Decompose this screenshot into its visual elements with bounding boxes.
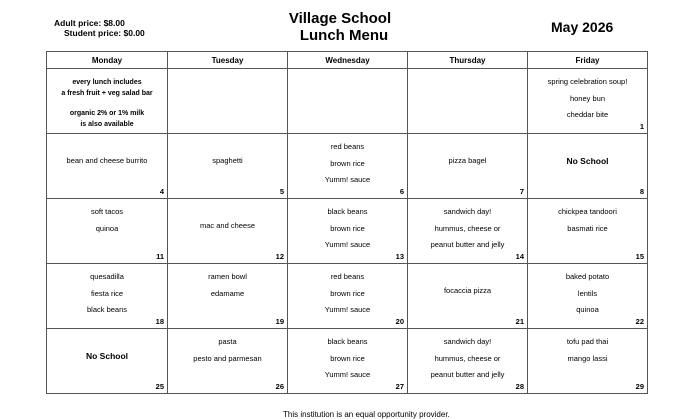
menu-item: black beans bbox=[86, 305, 128, 314]
day-cell bbox=[168, 69, 288, 134]
menu-items bbox=[47, 134, 167, 170]
title-line-1: Village School bbox=[288, 10, 392, 27]
day-number: 12 bbox=[275, 252, 284, 261]
menu-items bbox=[408, 199, 527, 254]
weekday-header-tuesday: Tuesday bbox=[168, 52, 288, 69]
day-cell bbox=[168, 264, 288, 329]
day-number: 26 bbox=[275, 382, 284, 391]
day-cell bbox=[168, 134, 288, 199]
student-price: Student price: $0.00 bbox=[64, 28, 145, 38]
price-info bbox=[54, 18, 145, 38]
footer-note: This institution is an equal opportunity provider. bbox=[283, 410, 450, 419]
menu-items bbox=[288, 69, 407, 74]
day-cell bbox=[288, 264, 408, 329]
menu-item: brown rice bbox=[330, 223, 365, 233]
menu-item: pesto and parmesan bbox=[193, 353, 262, 363]
day-cell bbox=[528, 134, 648, 199]
day-number: 20 bbox=[395, 317, 404, 326]
menu-item: quesadilla bbox=[90, 272, 124, 281]
day-cell bbox=[288, 329, 408, 394]
day-number: 25 bbox=[155, 382, 164, 391]
menu-items bbox=[288, 199, 407, 254]
day-number: 27 bbox=[395, 382, 404, 391]
menu-item: pizza bagel bbox=[448, 156, 487, 165]
menu-items bbox=[408, 264, 527, 300]
menu-item: red beans bbox=[330, 272, 365, 281]
weekday-header-monday: Monday bbox=[47, 52, 168, 69]
menu-items bbox=[168, 134, 287, 170]
day-number: 19 bbox=[275, 317, 284, 326]
week-row bbox=[47, 264, 648, 329]
menu-item: lentils bbox=[577, 288, 598, 298]
menu-item: brown rice bbox=[330, 353, 365, 363]
day-cell bbox=[528, 69, 648, 134]
menu-item: basmati rice bbox=[567, 223, 608, 233]
day-number: 14 bbox=[515, 252, 524, 261]
day-number: 13 bbox=[395, 252, 404, 261]
info-line: is also available bbox=[80, 121, 134, 128]
menu-item: black beans bbox=[327, 337, 368, 346]
weekday-header-friday: Friday bbox=[528, 52, 648, 69]
menu-item: bean and cheese burrito bbox=[66, 156, 148, 165]
day-number: 11 bbox=[156, 252, 164, 261]
menu-item: cheddar bite bbox=[566, 110, 609, 119]
day-cell bbox=[168, 199, 288, 264]
menu-item: soft tacos bbox=[90, 207, 124, 216]
day-cell bbox=[47, 199, 168, 264]
menu-items bbox=[408, 329, 527, 384]
menu-item: tofu pad thai bbox=[566, 337, 609, 346]
menu-item: quinoa bbox=[95, 223, 119, 233]
menu-item: quinoa bbox=[576, 305, 599, 314]
menu-items bbox=[408, 69, 527, 74]
menu-item: black beans bbox=[327, 207, 368, 216]
day-cell bbox=[408, 329, 528, 394]
day-cell bbox=[408, 264, 528, 329]
day-number: 28 bbox=[515, 382, 524, 391]
info-line: organic 2% or 1% milk bbox=[69, 110, 145, 117]
day-number: 15 bbox=[635, 252, 644, 261]
day-cell bbox=[47, 264, 168, 329]
day-number: 21 bbox=[515, 317, 524, 326]
adult-price: Adult price: $8.00 bbox=[54, 18, 125, 28]
menu-item: Yumm! sauce bbox=[324, 175, 371, 184]
menu-item: hummus, cheese or bbox=[434, 223, 501, 233]
day-number: 8 bbox=[639, 187, 644, 196]
menu-items bbox=[47, 264, 167, 319]
menu-item: focaccia pizza bbox=[443, 286, 492, 295]
day-cell bbox=[528, 264, 648, 329]
menu-items bbox=[528, 134, 647, 170]
weekday-header-wednesday: Wednesday bbox=[288, 52, 408, 69]
menu-items bbox=[528, 329, 647, 367]
info-line: every lunch includes bbox=[72, 79, 142, 86]
day-cell bbox=[288, 199, 408, 264]
no-school-label: No School bbox=[566, 156, 609, 166]
menu-item: mango lassi bbox=[567, 353, 608, 363]
menu-items bbox=[47, 329, 167, 365]
month-label: May 2026 bbox=[551, 19, 614, 35]
menu-item: edamame bbox=[210, 288, 245, 298]
day-cell bbox=[528, 199, 648, 264]
menu-items bbox=[408, 134, 527, 170]
day-cell bbox=[408, 199, 528, 264]
menu-item: brown rice bbox=[330, 288, 365, 298]
day-number: 4 bbox=[159, 187, 164, 196]
menu-items bbox=[47, 199, 167, 237]
menu-items bbox=[288, 134, 407, 189]
menu-item: ramen bowl bbox=[208, 272, 247, 281]
week-row bbox=[47, 134, 648, 199]
day-cell bbox=[168, 329, 288, 394]
day-number: 5 bbox=[279, 187, 284, 196]
day-cell bbox=[47, 134, 168, 199]
no-school-label: No School bbox=[85, 351, 129, 361]
day-number: 22 bbox=[635, 317, 644, 326]
menu-items bbox=[288, 329, 407, 384]
menu-item: spaghetti bbox=[212, 156, 243, 165]
menu-item: baked potato bbox=[565, 272, 610, 281]
menu-info-note bbox=[47, 69, 167, 130]
weekday-header-thursday: Thursday bbox=[408, 52, 528, 69]
menu-item: Yumm! sauce bbox=[324, 240, 371, 249]
menu-item: Yumm! sauce bbox=[324, 305, 371, 314]
menu-item: peanut butter and jelly bbox=[430, 370, 505, 379]
week-row bbox=[47, 199, 648, 264]
day-number: 7 bbox=[519, 187, 524, 196]
menu-item: spring celebration soup! bbox=[547, 77, 628, 86]
menu-items bbox=[528, 199, 647, 237]
menu-item: fiesta rice bbox=[90, 288, 124, 298]
day-number: 6 bbox=[399, 187, 404, 196]
day-number: 29 bbox=[635, 382, 644, 391]
menu-items bbox=[528, 264, 647, 319]
menu-items bbox=[288, 264, 407, 319]
menu-item: honey bun bbox=[569, 93, 606, 103]
menu-item: chickpea tandoori bbox=[558, 207, 617, 216]
day-cell bbox=[288, 69, 408, 134]
menu-items bbox=[168, 199, 287, 235]
menu-item: mac and cheese bbox=[199, 221, 256, 230]
menu-item: sandwich day! bbox=[443, 207, 492, 216]
menu-item: Yumm! sauce bbox=[324, 370, 371, 379]
menu-item: pasta bbox=[218, 337, 237, 346]
day-cell bbox=[47, 69, 168, 134]
day-cell bbox=[408, 69, 528, 134]
week-row bbox=[47, 329, 648, 394]
day-number: 1 bbox=[639, 122, 644, 131]
menu-items bbox=[168, 69, 287, 74]
info-line: a fresh fruit + veg salad bar bbox=[61, 90, 153, 97]
day-number: 18 bbox=[155, 317, 164, 326]
day-cell bbox=[408, 134, 528, 199]
menu-items bbox=[168, 329, 287, 367]
menu-item: red beans bbox=[330, 142, 365, 151]
day-cell bbox=[288, 134, 408, 199]
menu-items bbox=[528, 69, 647, 124]
menu-item: brown rice bbox=[330, 158, 365, 168]
menu-title bbox=[260, 10, 420, 44]
menu-item: hummus, cheese or bbox=[434, 353, 501, 363]
menu-item: peanut butter and jelly bbox=[430, 240, 505, 249]
day-cell bbox=[528, 329, 648, 394]
menu-items bbox=[168, 264, 287, 302]
day-cell bbox=[47, 329, 168, 394]
calendar-grid bbox=[46, 51, 648, 394]
title-line-2: Lunch Menu bbox=[299, 27, 389, 44]
week-row bbox=[47, 69, 648, 134]
calendar-body bbox=[47, 69, 648, 394]
weekday-header-row bbox=[47, 52, 648, 69]
menu-item: sandwich day! bbox=[443, 337, 492, 346]
